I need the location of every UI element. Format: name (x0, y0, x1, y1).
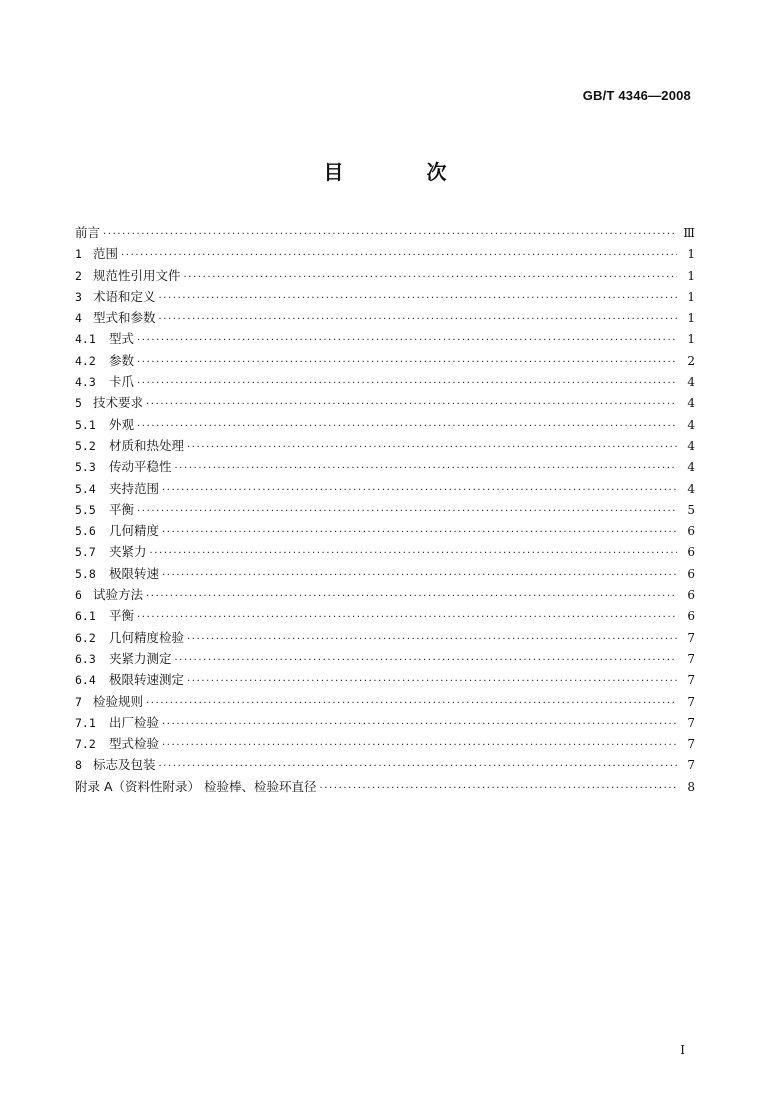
toc-entry-label: 夹持范围 (109, 480, 160, 496)
toc-entry-number: 5.8 (75, 566, 96, 581)
toc-entry-page: 1 (687, 268, 695, 283)
toc-entry-page: 7 (687, 673, 695, 688)
toc-entry-label: 技术要求 (93, 395, 144, 411)
toc-entry-page: 7 (687, 651, 695, 666)
page-title: 目 次 (323, 160, 485, 184)
toc-entry-page: 1 (687, 332, 695, 347)
toc-entry-number: 6.2 (75, 630, 96, 645)
toc-entry-number: 5.7 (75, 545, 96, 560)
toc-entry-number: 2 (75, 268, 82, 283)
toc-entry[interactable] (75, 307, 695, 328)
toc-entry-label: 附录 A（资料性附录） 检验棒、检验环直径 (75, 778, 317, 794)
toc-entry-page: 4 (687, 417, 695, 432)
toc-entry[interactable] (75, 584, 695, 605)
toc-entry-page: 4 (687, 481, 695, 496)
toc-entry-label: 平衡 (109, 608, 135, 624)
toc-entry-page: 7 (687, 715, 695, 730)
toc-entry[interactable] (75, 648, 695, 669)
toc-entry[interactable] (75, 691, 695, 712)
toc-entry[interactable] (75, 328, 695, 349)
toc-dot-leader (320, 778, 678, 799)
toc-entry-label: 几何精度检验 (109, 629, 185, 645)
toc-entry-number: 5.5 (75, 502, 96, 517)
toc-dot-leader (187, 629, 677, 650)
toc-entry-page: 1 (687, 247, 695, 262)
toc-entry-page: 7 (687, 630, 695, 645)
toc-entry-page: 4 (687, 438, 695, 453)
toc-dot-leader (146, 394, 677, 415)
toc-entry-number: 4.3 (75, 375, 96, 390)
toc-entry-page: 6 (687, 588, 695, 603)
toc-entry-label: 规范性引用文件 (93, 267, 181, 283)
toc-entry[interactable] (75, 222, 695, 243)
toc-entry-label: 出厂检验 (109, 714, 160, 730)
toc-entry[interactable] (75, 265, 695, 286)
toc-entry-label: 型式检验 (109, 736, 160, 752)
toc-entry-number: 5.3 (75, 460, 96, 475)
toc-dot-leader (175, 458, 677, 479)
toc-entry-label: 型式和参数 (93, 310, 156, 326)
toc-entry-number: 5.4 (75, 481, 96, 496)
toc-dot-leader (137, 607, 677, 628)
toc-entry[interactable] (75, 392, 695, 413)
toc-entry-number: 7.1 (75, 715, 96, 730)
toc-entry-page: 7 (687, 694, 695, 709)
toc-entry[interactable] (75, 350, 695, 371)
toc-entry-number: 5.2 (75, 438, 96, 453)
toc-entry[interactable] (75, 371, 695, 392)
toc-entry-number: 7 (75, 694, 82, 709)
table-of-contents (75, 222, 695, 797)
toc-entry[interactable] (75, 520, 695, 541)
toc-dot-leader (162, 565, 677, 586)
toc-dot-leader (159, 309, 677, 330)
toc-entry-label: 标志及包装 (93, 757, 156, 773)
toc-entry-page: 8 (687, 779, 695, 794)
toc-entry-number: 5 (75, 396, 82, 411)
page-number: I (680, 1043, 685, 1057)
toc-entry-label: 术语和定义 (93, 288, 156, 304)
toc-entry-page: 1 (687, 311, 695, 326)
toc-entry[interactable] (75, 286, 695, 307)
toc-entry-label: 参数 (109, 352, 135, 368)
toc-entry[interactable] (75, 605, 695, 626)
toc-entry[interactable] (75, 435, 695, 456)
toc-dot-leader (103, 224, 677, 245)
toc-entry-number: 3 (75, 289, 82, 304)
toc-dot-leader (121, 245, 677, 266)
toc-dot-leader (137, 330, 677, 351)
toc-entry-label: 卡爪 (109, 374, 135, 390)
toc-dot-leader (162, 522, 677, 543)
toc-entry-number: 5.6 (75, 524, 96, 539)
toc-dot-leader (146, 586, 677, 607)
toc-entry[interactable] (75, 669, 695, 690)
toc-entry[interactable] (75, 627, 695, 648)
toc-dot-leader (162, 480, 677, 501)
toc-entry-page: 4 (687, 375, 695, 390)
toc-entry-label: 检验规则 (93, 693, 144, 709)
toc-entry-page: 7 (687, 737, 695, 752)
toc-entry-label: 传动平稳性 (109, 459, 172, 475)
toc-dot-leader (137, 352, 677, 373)
toc-entry-page: 4 (687, 396, 695, 411)
toc-entry-number: 8 (75, 758, 82, 773)
toc-entry[interactable] (75, 754, 695, 775)
toc-entry-page: 6 (687, 545, 695, 560)
toc-entry-number: 7.2 (75, 737, 96, 752)
toc-entry[interactable] (75, 456, 695, 477)
toc-dot-leader (187, 671, 677, 692)
toc-entry-page: 7 (687, 758, 695, 773)
toc-entry-page: 4 (687, 460, 695, 475)
toc-dot-leader (184, 267, 677, 288)
toc-dot-leader (137, 501, 677, 522)
toc-dot-leader (175, 650, 677, 671)
toc-entry[interactable] (75, 243, 695, 264)
toc-entry-number: 4 (75, 311, 82, 326)
toc-entry-page: 1 (687, 289, 695, 304)
standard-number: GB/T 4346—2008 (582, 88, 691, 103)
toc-entry-label: 极限转速 (109, 565, 160, 581)
toc-entry[interactable] (75, 499, 695, 520)
toc-dot-leader (137, 373, 677, 394)
toc-entry[interactable] (75, 712, 695, 733)
toc-entry-label: 前言 (75, 225, 101, 240)
toc-entry[interactable] (75, 563, 695, 584)
toc-entry-label: 型式 (109, 331, 135, 347)
toc-entry-number: 4.2 (75, 353, 96, 368)
toc-entry-page: 6 (687, 566, 695, 581)
toc-dot-leader (150, 543, 677, 564)
toc-entry-page: 5 (687, 502, 695, 517)
toc-dot-leader (187, 437, 677, 458)
toc-entry-label: 几何精度 (109, 523, 160, 539)
toc-dot-leader (137, 416, 677, 437)
toc-entry-number: 6.1 (75, 609, 96, 624)
toc-entry-number: 6.4 (75, 673, 96, 688)
toc-entry-label: 外观 (109, 416, 135, 432)
toc-entry-page: 6 (687, 609, 695, 624)
toc-entry-page: 2 (687, 353, 695, 368)
toc-entry[interactable] (75, 776, 695, 797)
toc-entry-number: 4.1 (75, 332, 96, 347)
toc-entry[interactable] (75, 733, 695, 754)
toc-dot-leader (159, 756, 677, 777)
toc-entry-label: 材质和热处理 (109, 437, 185, 453)
toc-dot-leader (162, 714, 677, 735)
toc-dot-leader (162, 735, 677, 756)
toc-entry-page: 6 (687, 524, 695, 539)
toc-dot-leader (159, 288, 677, 309)
toc-entry[interactable] (75, 414, 695, 435)
toc-entry-label: 试验方法 (93, 587, 144, 603)
toc-dot-leader (146, 693, 677, 714)
toc-entry-label: 平衡 (109, 501, 135, 517)
toc-entry-label: 极限转速测定 (109, 672, 185, 688)
toc-entry-number: 6 (75, 588, 82, 603)
toc-entry[interactable] (75, 541, 695, 562)
toc-entry[interactable] (75, 478, 695, 499)
toc-entry-number: 1 (75, 247, 82, 262)
toc-entry-page: Ⅲ (683, 226, 695, 240)
toc-entry-number: 5.1 (75, 417, 96, 432)
toc-entry-label: 夹紧力 (109, 544, 147, 560)
toc-entry-label: 范围 (93, 246, 119, 262)
toc-entry-number: 6.3 (75, 651, 96, 666)
toc-entry-label: 夹紧力测定 (109, 650, 172, 666)
